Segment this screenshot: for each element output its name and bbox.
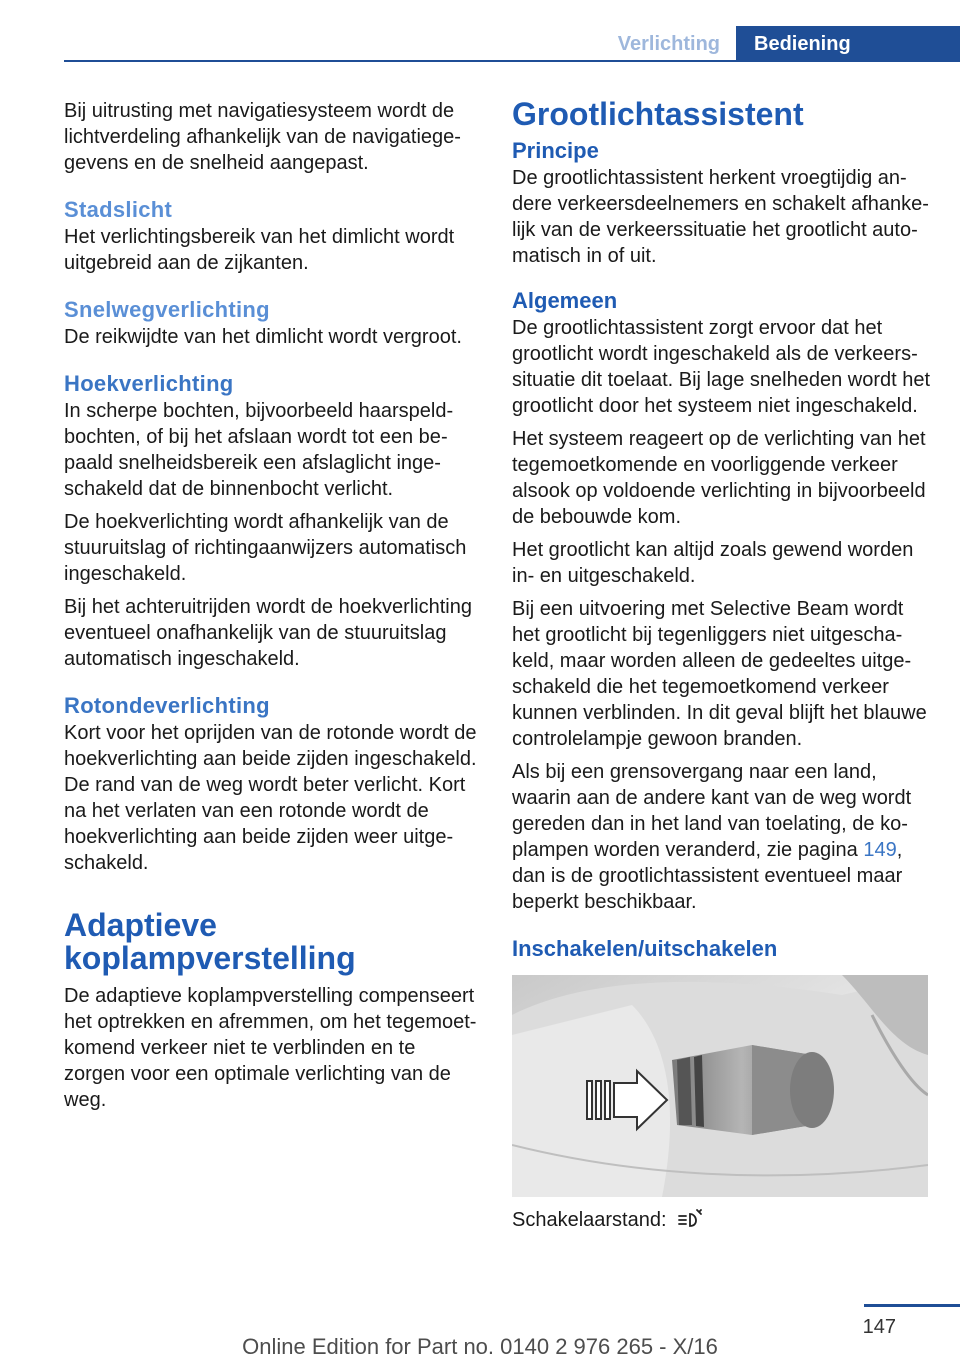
heading-grootlichtassistent: Grootlichtassistent [512, 96, 804, 132]
hoek-paragraph-1: In scherpe bochten, bijvoorbeeld haarspeldbochten, of bij het afslaan wordt tot een bepaald snelheidsbereik een afslaglicht ingeschakeld dat de binnenbocht verlicht. [64, 400, 454, 500]
header-chapter-tab: Bediening [736, 26, 960, 62]
heading-principe: Principe [512, 138, 599, 163]
stadslicht-paragraph: Het verlichtingsbereik van het dimlicht wordt uitgebreid aan de zijkanten. [64, 226, 455, 274]
heading-stadslicht: Stadslicht [64, 197, 173, 222]
algemeen-paragraph-1: De grootlichtassistent zorgt ervoor dat het grootlicht wordt ingeschakeld als de verkeerssituatie dit toelaat. Bij lage snelheden wordt het grootlicht door het systeem niet ingeschakeld. [512, 317, 931, 417]
caption-text: Schakelaarstand: [512, 1209, 667, 1231]
page-number: 147 [862, 1316, 896, 1338]
heading-adaptieve-line1: Adaptieve [64, 907, 217, 943]
caption-row [512, 1207, 932, 1233]
algemeen-paragraph-5 [512, 759, 932, 915]
algemeen-paragraph-4: Bij een uitvoering met Selective Beam wordt het grootlicht bij tegenliggers niet uitgeschakeld, maar worden alleen de gedeeltes uitgeschakeld die het tegemoetkomend verkeer kunnen verblinden. In dit geval blijft het blauwe controlelampje gewoon branden. [512, 598, 927, 750]
heading-rotondeverlichting: Rotondeverlichting [64, 693, 270, 718]
footer-rule [864, 1304, 960, 1307]
high-beam-assistant-icon [677, 1208, 705, 1232]
header-rule [64, 60, 960, 62]
algemeen-paragraph-3: Het grootlicht kan altijd zoals gewend worden in- en uitgeschakeld. [512, 539, 914, 587]
heading-algemeen: Algemeen [512, 288, 618, 313]
edition-footer: Online Edition for Part no. 0140 2 976 265 - X/16 [242, 1334, 718, 1359]
left-column [64, 98, 480, 1120]
principe-paragraph: De grootlichtassistent herkent vroegtijdig andere verkeersdeelnemers en schakelt afhankelijk van de verkeerssituatie het grootlicht automatisch in of uit. [512, 167, 929, 267]
hoek-paragraph-3: Bij het achteruitrijden wordt de hoekverlichting eventueel onafhankelijk van de stuuruitslag automatisch ingeschakeld. [64, 596, 472, 670]
adaptieve-paragraph: De adaptieve koplampverstelling compenseert het optrekken en afremmen, om het tegemoetkomend verkeer niet te verblinden en te zorgen voor een optimale verlichting van de weg. [64, 985, 477, 1111]
rotonde-paragraph: Kort voor het oprijden van de rotonde wordt de hoekverlichting aan beide zijden ingeschakeld. De rand van de weg wordt beter verlicht. Kort na het verlaten van een rotonde wordt de hoekverlichting aan beide zijden weer uitgeschakeld. [64, 722, 477, 874]
snelweg-paragraph: De reikwijdte van het dimlicht wordt vergroot. [64, 326, 462, 348]
lever-photo [512, 975, 928, 1197]
algemeen-p5-text-b: , dan is de grootlichtassistent eventueel maar beperkt beschikbaar. [512, 839, 903, 913]
right-column [512, 98, 932, 1233]
algemeen-paragraph-2: Het systeem reageert op de verlichting van het tegemoetkomende en voorliggende verkeer alsook op voldoende verlichting in bijvoorbeeld de bebouwde kom. [512, 428, 926, 528]
heading-adaptieve-line2: koplampverstelling [64, 940, 356, 976]
intro-paragraph: Bij uitrusting met navigatiesysteem wordt de lichtverdeling afhankelijk van de navigatiegegevens en de snelheid aangepast. [64, 100, 461, 174]
algemeen-p5-text-a: Als bij een grensovergang naar een land, waarin aan de andere kant van de weg wordt gereden dan in het land van toelating, de koplampen worden veranderd, zie pagina [512, 761, 912, 861]
heading-inschakelen-uitschakelen: Inschakelen/uitschakelen [512, 936, 778, 961]
heading-snelwegverlichting: Snelwegverlichting [64, 297, 270, 322]
page-149-link[interactable]: 149 [863, 839, 897, 861]
hoek-paragraph-2: De hoekverlichting wordt afhankelijk van de stuuruitslag of richtingaanwijzers automatisch ingeschakeld. [64, 511, 467, 585]
header-section-label: Verlichting [617, 33, 720, 55]
heading-adaptieve-koplampverstelling [64, 909, 480, 975]
heading-hoekverlichting: Hoekverlichting [64, 371, 234, 396]
lever-illustration [512, 975, 928, 1197]
